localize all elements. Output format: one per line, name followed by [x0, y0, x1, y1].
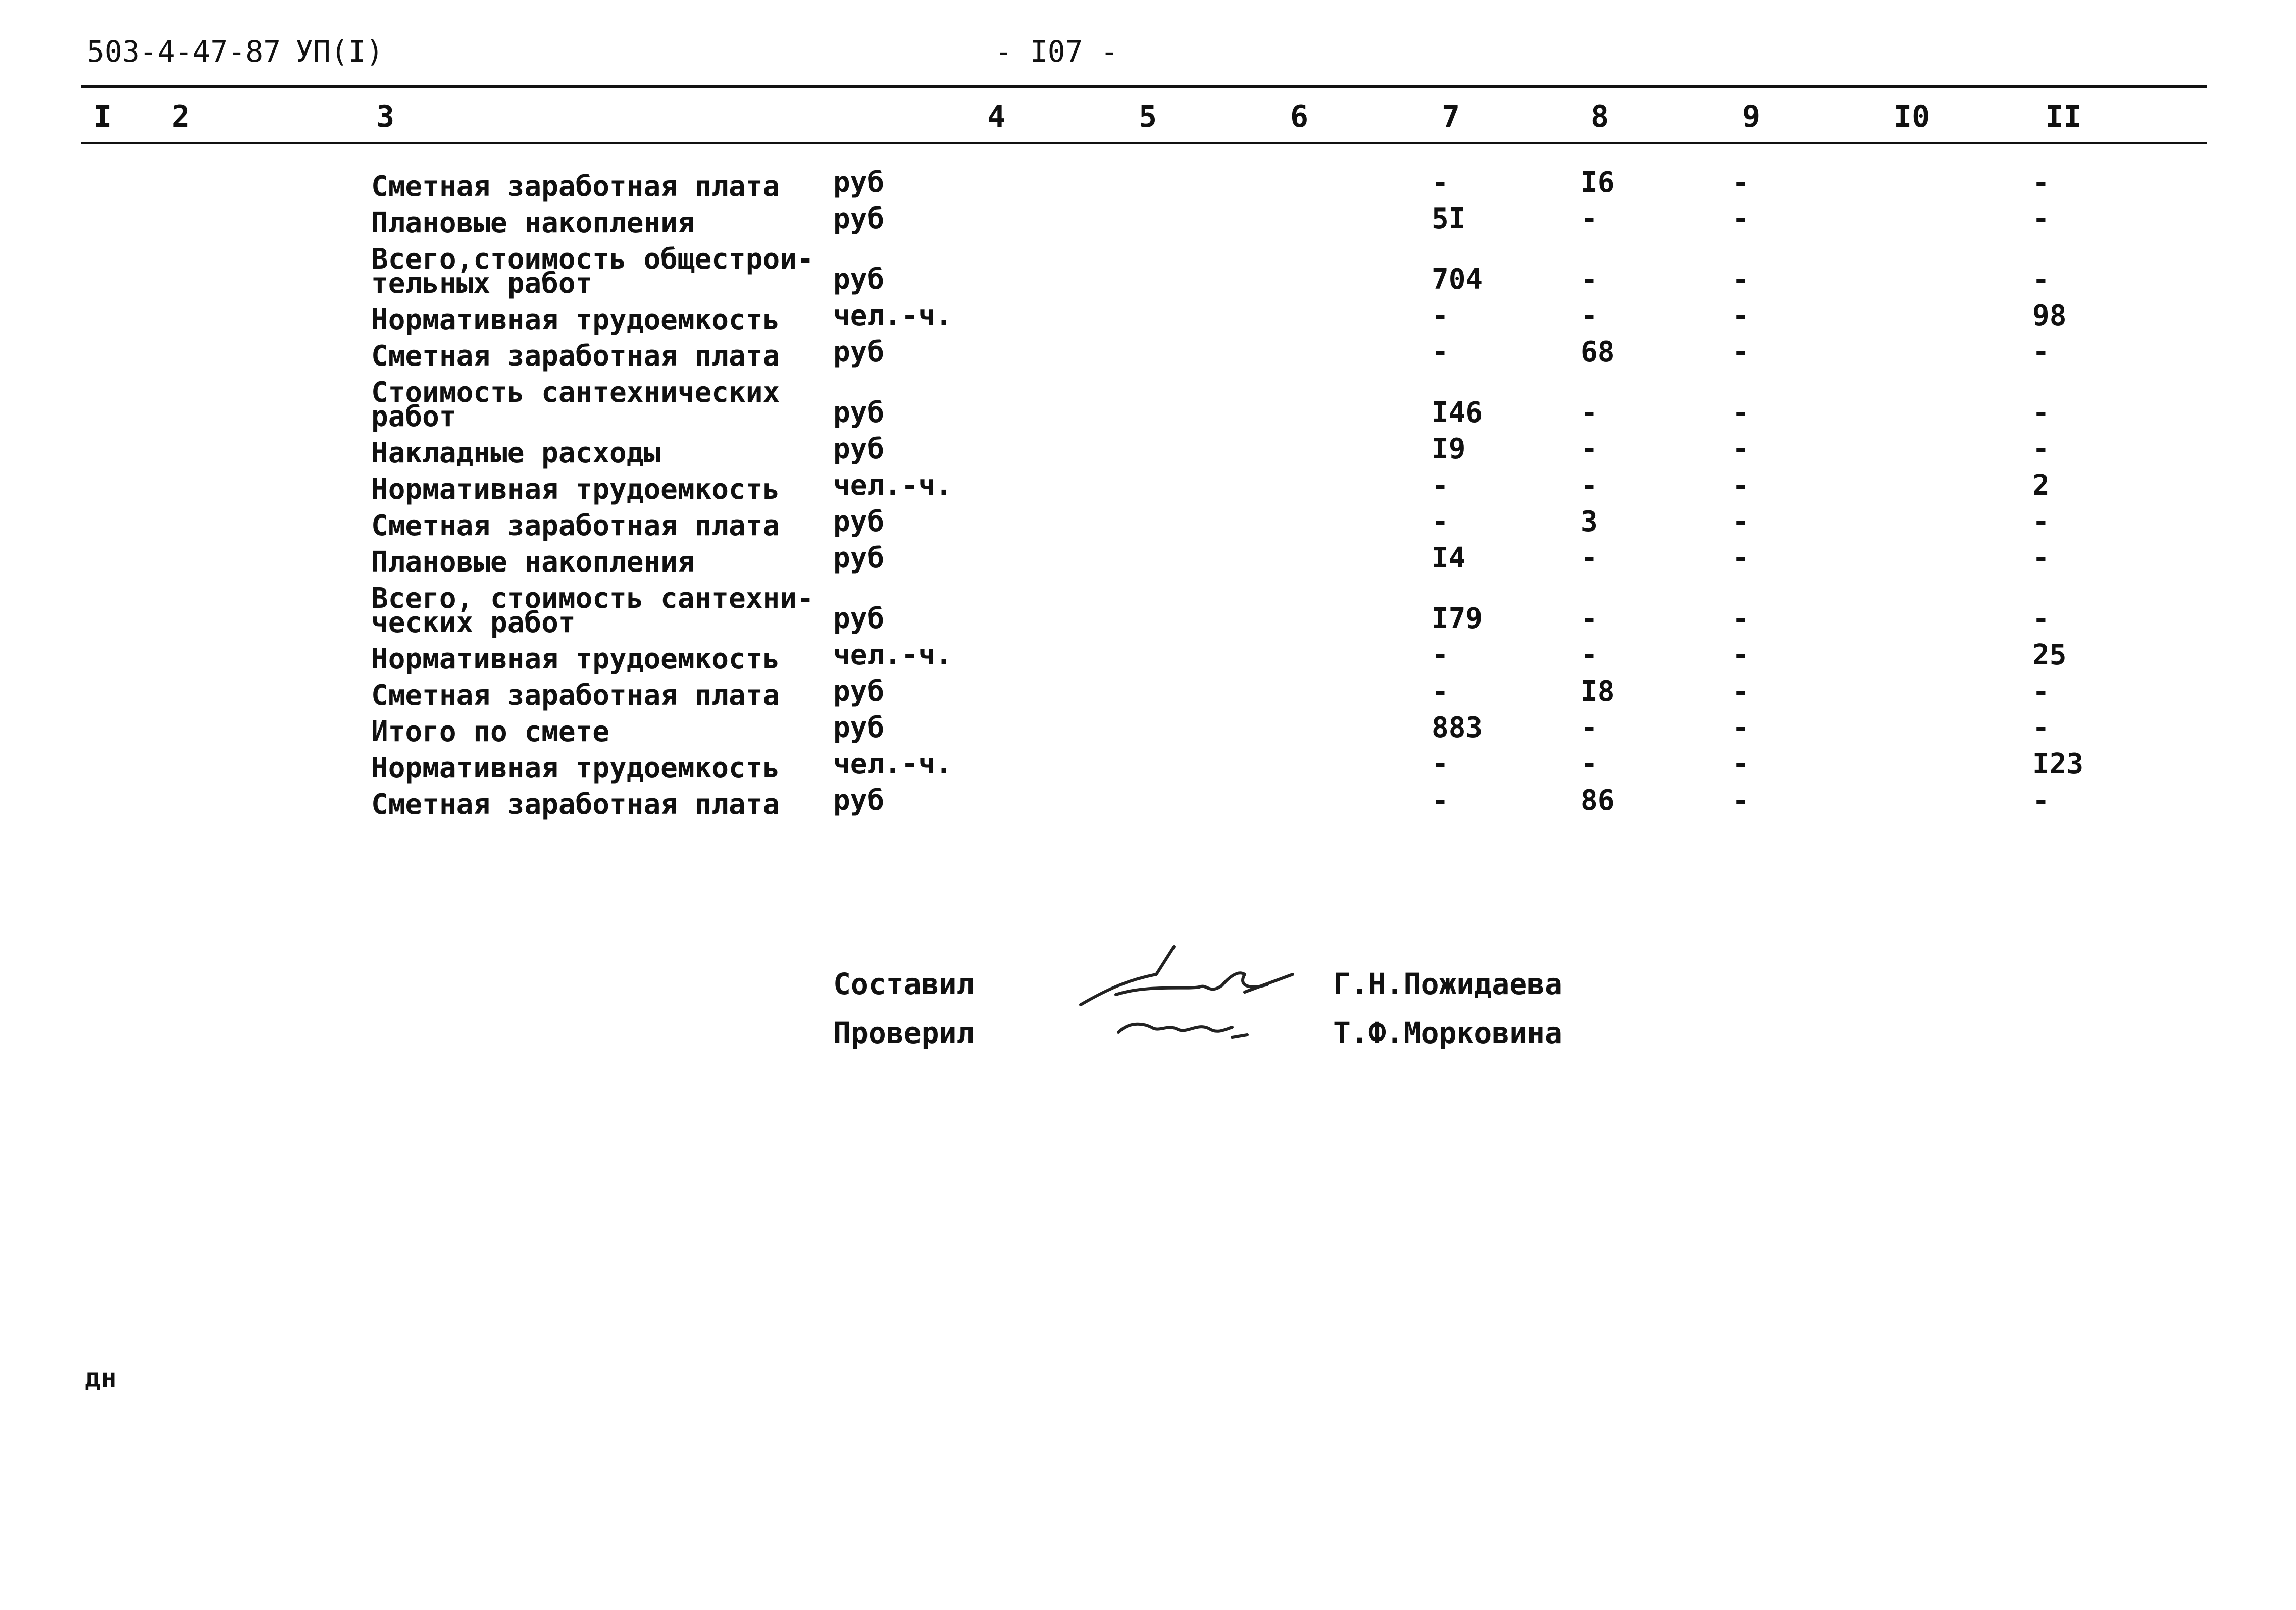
- row-unit: руб: [833, 505, 885, 538]
- row-col9-value: -: [1732, 542, 1749, 575]
- row-col11-value: -: [2032, 542, 2050, 575]
- checked-by-name: Т.Ф.Морковина: [1333, 1016, 1562, 1050]
- table-row: [0, 300, 2296, 336]
- row-col8-value: -: [1580, 639, 1598, 671]
- row-col11-value: -: [2032, 433, 2050, 465]
- row-col7-value: 883: [1432, 711, 1483, 744]
- row-col9-value: -: [1732, 166, 1749, 199]
- row-unit: руб: [833, 784, 885, 817]
- row-description: Нормативная трудоемкость: [371, 643, 780, 676]
- table-row: [0, 542, 2296, 579]
- row-col7-value: 5I: [1432, 202, 1466, 235]
- row-col11-value: -: [2032, 263, 2050, 296]
- row-description: Всего, стоимость сантехни- ческих работ: [371, 582, 814, 639]
- row-col9-value: -: [1732, 602, 1749, 635]
- table-row: [0, 373, 2296, 433]
- table-row: [0, 336, 2296, 373]
- table-row: [0, 239, 2296, 300]
- row-col9-value: -: [1732, 202, 1749, 235]
- column-number: 8: [1591, 99, 1609, 134]
- row-col8-value: -: [1580, 396, 1598, 429]
- row-col8-value: 3: [1580, 505, 1598, 538]
- row-col9-value: -: [1732, 336, 1749, 369]
- table-row: [0, 639, 2296, 676]
- row-col7-value: -: [1432, 748, 1449, 781]
- row-col11-value: -: [2032, 505, 2050, 538]
- row-description: Плановые накопления: [371, 206, 695, 239]
- row-col7-value: -: [1432, 336, 1449, 369]
- row-unit: чел.-ч.: [833, 469, 953, 502]
- row-col11-value: -: [2032, 784, 2050, 817]
- row-col11-value: -: [2032, 336, 2050, 369]
- row-description: Нормативная трудоемкость: [371, 303, 780, 336]
- table-row: [0, 579, 2296, 639]
- compiler-signature: [1081, 947, 1293, 1005]
- row-unit: руб: [833, 166, 885, 199]
- row-description: Плановые накопления: [371, 546, 695, 579]
- table-row: [0, 506, 2296, 542]
- row-description: Сметная заработная плата: [371, 509, 780, 542]
- row-col9-value: -: [1732, 639, 1749, 671]
- column-number: 9: [1742, 99, 1761, 134]
- table-row: [0, 676, 2296, 712]
- row-col8-value: -: [1580, 299, 1598, 332]
- row-col8-value: -: [1580, 202, 1598, 235]
- row-unit: чел.-ч.: [833, 299, 953, 332]
- row-col7-value: -: [1432, 166, 1449, 199]
- row-description: Нормативная трудоемкость: [371, 473, 780, 506]
- column-number: 6: [1290, 99, 1309, 134]
- page-number: - I07 -: [995, 34, 1118, 69]
- row-col7-value: -: [1432, 299, 1449, 332]
- top-rule: [81, 85, 2207, 88]
- row-col11-value: 2: [2032, 469, 2050, 502]
- row-col8-value: -: [1580, 469, 1598, 502]
- row-col11-value: 25: [2032, 639, 2067, 671]
- row-unit: руб: [833, 433, 885, 465]
- row-col11-value: I23: [2032, 748, 2084, 781]
- row-col11-value: -: [2032, 396, 2050, 429]
- checked-by-label: Проверил: [833, 1016, 975, 1050]
- footer-mark: дн: [85, 1363, 117, 1393]
- row-description: Нормативная трудоемкость: [371, 752, 780, 785]
- row-unit: чел.-ч.: [833, 639, 953, 671]
- row-unit: руб: [833, 263, 885, 296]
- compiled-by-name: Г.Н.Пожидаева: [1333, 967, 1562, 1001]
- row-col8-value: I6: [1580, 166, 1615, 199]
- row-col7-value: -: [1432, 469, 1449, 502]
- row-col9-value: -: [1732, 784, 1749, 817]
- row-col8-value: -: [1580, 433, 1598, 465]
- row-col11-value: 98: [2032, 299, 2067, 332]
- checker-signature: [1118, 1024, 1247, 1037]
- row-description: Всего,стоимость общестрои- тельных работ: [371, 243, 814, 300]
- row-unit: руб: [833, 336, 885, 369]
- row-col8-value: I8: [1580, 675, 1615, 708]
- column-number: 3: [376, 99, 395, 134]
- table-row: [0, 433, 2296, 470]
- row-col9-value: -: [1732, 433, 1749, 465]
- row-description: Стоимость сантехнических работ: [371, 376, 780, 433]
- row-col7-value: I79: [1432, 602, 1483, 635]
- row-col11-value: -: [2032, 202, 2050, 235]
- header-bottom-rule: [81, 142, 2207, 144]
- row-col7-value: I4: [1432, 542, 1466, 575]
- row-col9-value: -: [1732, 396, 1749, 429]
- row-col8-value: -: [1580, 263, 1598, 296]
- row-description: Сметная заработная плата: [371, 788, 780, 821]
- row-col7-value: I9: [1432, 433, 1466, 465]
- estimate-table: [0, 167, 2296, 821]
- row-col9-value: -: [1732, 711, 1749, 744]
- column-number: 4: [987, 99, 1006, 134]
- column-number: 7: [1442, 99, 1460, 134]
- row-col8-value: -: [1580, 711, 1598, 744]
- column-number: I: [93, 99, 112, 134]
- table-row: [0, 712, 2296, 748]
- row-col7-value: I46: [1432, 396, 1483, 429]
- row-description: Итого по смете: [371, 715, 610, 748]
- row-col11-value: -: [2032, 166, 2050, 199]
- row-description: Сметная заработная плата: [371, 679, 780, 712]
- row-col8-value: -: [1580, 542, 1598, 575]
- table-row: [0, 203, 2296, 239]
- column-number: I0: [1894, 99, 1930, 134]
- row-col8-value: -: [1580, 748, 1598, 781]
- row-unit: руб: [833, 711, 885, 744]
- row-unit: руб: [833, 202, 885, 235]
- row-col7-value: -: [1432, 675, 1449, 708]
- row-col9-value: -: [1732, 748, 1749, 781]
- row-col9-value: -: [1732, 505, 1749, 538]
- row-col7-value: -: [1432, 784, 1449, 817]
- row-col9-value: -: [1732, 263, 1749, 296]
- row-unit: руб: [833, 602, 885, 635]
- section-code: УП(I): [295, 34, 384, 69]
- row-col7-value: 704: [1432, 263, 1483, 296]
- row-col8-value: 86: [1580, 784, 1615, 817]
- row-unit: руб: [833, 396, 885, 429]
- handwritten-signatures: [1070, 939, 1308, 1055]
- row-unit: чел.-ч.: [833, 748, 953, 781]
- column-number: 2: [172, 99, 190, 134]
- column-number: II: [2045, 99, 2082, 134]
- row-col9-value: -: [1732, 299, 1749, 332]
- row-description: Сметная заработная плата: [371, 340, 780, 373]
- table-row: [0, 167, 2296, 203]
- column-number: 5: [1139, 99, 1157, 134]
- table-row: [0, 748, 2296, 785]
- document-code: 503-4-47-87: [87, 34, 281, 69]
- row-col8-value: -: [1580, 602, 1598, 635]
- row-description: Сметная заработная плата: [371, 170, 780, 203]
- row-col11-value: -: [2032, 711, 2050, 744]
- row-col11-value: -: [2032, 675, 2050, 708]
- row-unit: руб: [833, 675, 885, 708]
- row-col9-value: -: [1732, 675, 1749, 708]
- table-row: [0, 470, 2296, 506]
- row-unit: руб: [833, 542, 885, 575]
- row-col11-value: -: [2032, 602, 2050, 635]
- table-row: [0, 785, 2296, 821]
- compiled-by-label: Составил: [833, 967, 975, 1001]
- row-description: Накладные расходы: [371, 437, 661, 470]
- row-col9-value: -: [1732, 469, 1749, 502]
- row-col7-value: -: [1432, 639, 1449, 671]
- row-col8-value: 68: [1580, 336, 1615, 369]
- row-col7-value: -: [1432, 505, 1449, 538]
